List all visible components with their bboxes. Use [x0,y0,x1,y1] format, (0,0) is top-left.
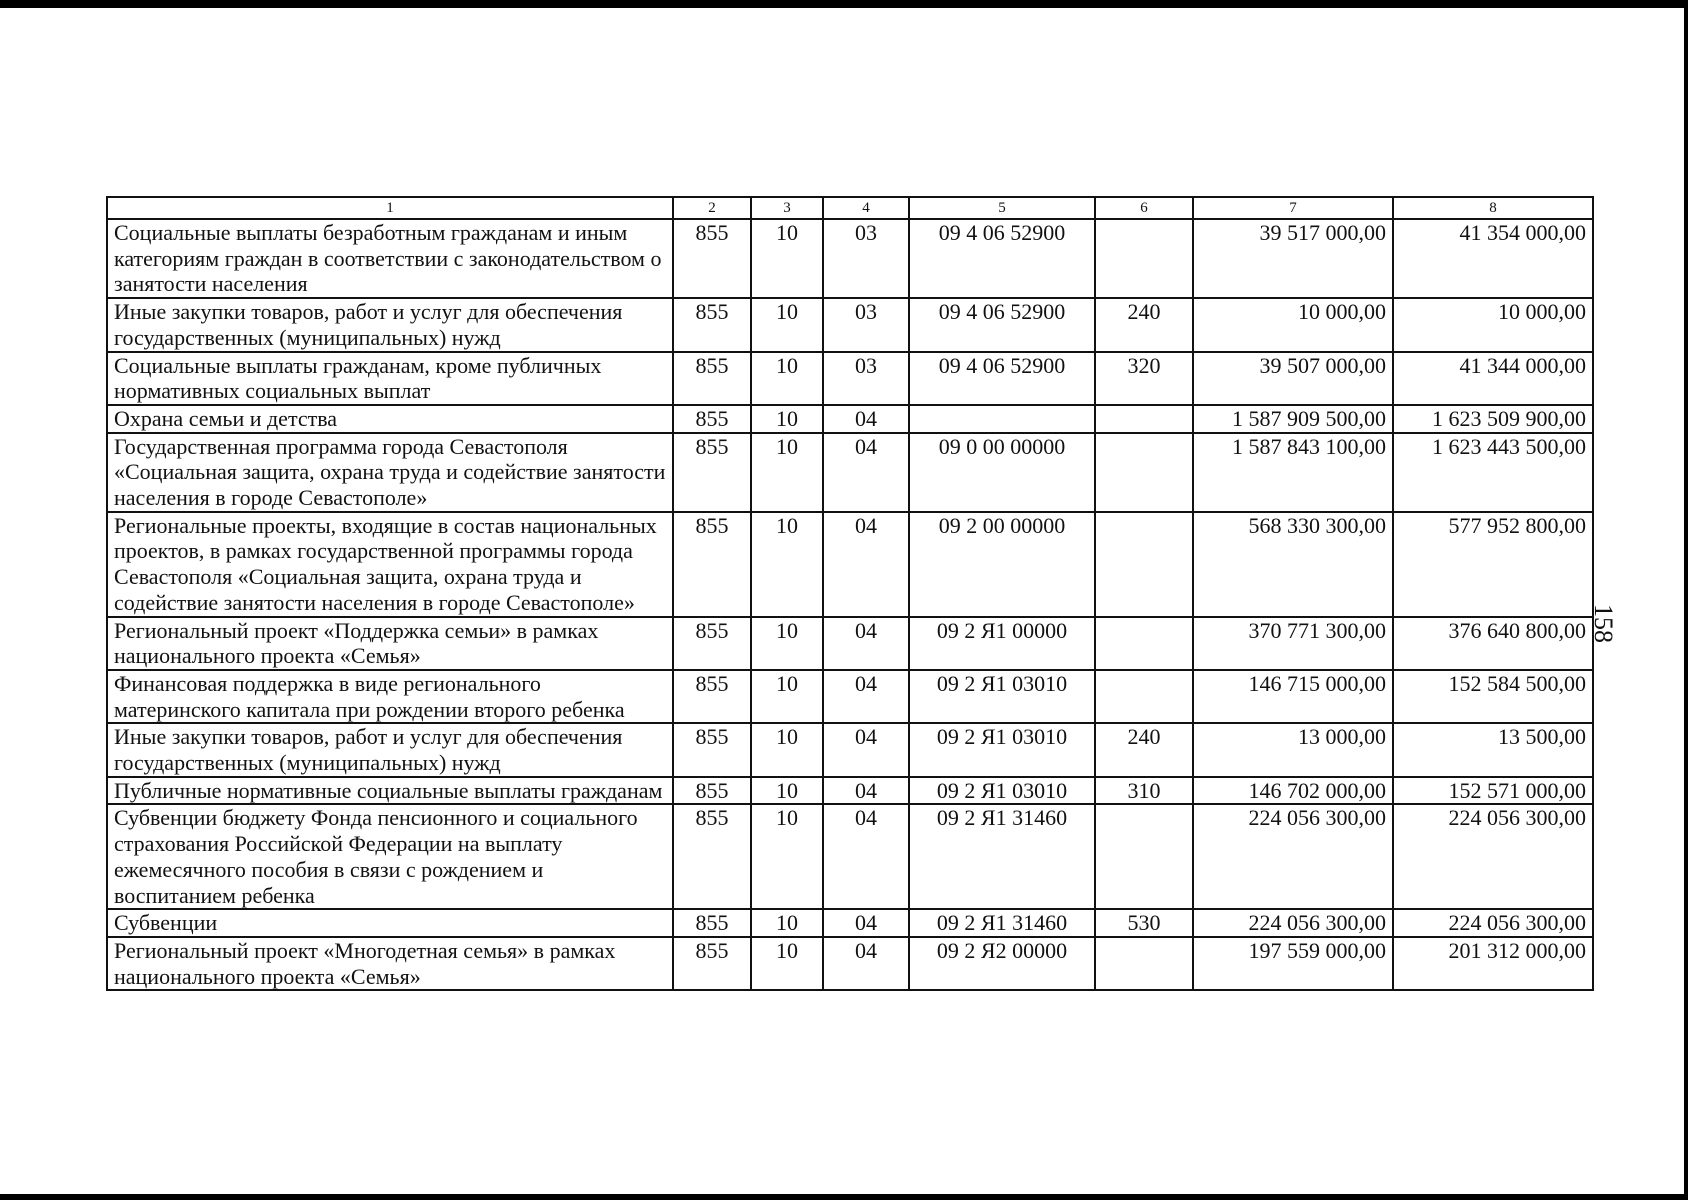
amount-year-2-cell: 1 623 443 500,00 [1393,433,1593,512]
subsection-code-cell: 03 [823,352,909,405]
table-row [107,219,1593,298]
expense-type-cell [1095,405,1193,433]
subsection-code-cell: 03 [823,219,909,298]
amount-year-1-cell: 197 559 000,00 [1193,937,1393,990]
table-row [107,670,1593,723]
subsection-code-cell: 04 [823,909,909,937]
table-row [107,777,1593,805]
target-article-cell: 09 2 Я1 31460 [909,804,1095,909]
table-row [107,723,1593,776]
table-row [107,433,1593,512]
subsection-code-cell: 04 [823,804,909,909]
amount-year-1-cell: 39 517 000,00 [1193,219,1393,298]
expense-type-cell [1095,670,1193,723]
section-code-cell: 10 [751,909,823,937]
target-article-cell: 09 2 Я1 00000 [909,617,1095,670]
column-header: 2 [673,197,751,219]
amount-year-1-cell: 10 000,00 [1193,298,1393,351]
table-row [107,617,1593,670]
subsection-code-cell: 04 [823,723,909,776]
amount-year-1-cell: 568 330 300,00 [1193,512,1393,617]
row-name-cell: Государственная программа города Севастополя «Социальная защита, охрана труда и содействие занятости населения в городе Севастополе» [107,433,673,512]
scan-border-bottom [0,1194,1688,1200]
ministry-code-cell: 855 [673,405,751,433]
table-row [107,298,1593,351]
row-name-cell: Финансовая поддержка в виде регионального материнского капитала при рождении второго ребенка [107,670,673,723]
section-code-cell: 10 [751,352,823,405]
expense-type-cell: 240 [1095,723,1193,776]
subsection-code-cell: 04 [823,617,909,670]
amount-year-2-cell: 376 640 800,00 [1393,617,1593,670]
row-name-cell: Региональные проекты, входящие в состав национальных проектов, в рамках государственной программы города Севастополя «Социальная защита, охрана труда и содействие занятости населения в городе Севастополе» [107,512,673,617]
amount-year-2-cell: 201 312 000,00 [1393,937,1593,990]
ministry-code-cell: 855 [673,617,751,670]
target-article-cell [909,405,1095,433]
subsection-code-cell: 04 [823,433,909,512]
subsection-code-cell: 04 [823,937,909,990]
column-header: 8 [1393,197,1593,219]
expense-type-cell [1095,804,1193,909]
amount-year-1-cell: 1 587 909 500,00 [1193,405,1393,433]
column-header: 3 [751,197,823,219]
ministry-code-cell: 855 [673,804,751,909]
expense-type-cell [1095,219,1193,298]
target-article-cell: 09 0 00 00000 [909,433,1095,512]
budget-table [106,196,1594,991]
target-article-cell: 09 2 Я1 31460 [909,909,1095,937]
expense-type-cell: 530 [1095,909,1193,937]
target-article-cell: 09 2 00 00000 [909,512,1095,617]
section-code-cell: 10 [751,512,823,617]
table-row [107,512,1593,617]
amount-year-1-cell: 370 771 300,00 [1193,617,1393,670]
column-header: 7 [1193,197,1393,219]
amount-year-1-cell: 39 507 000,00 [1193,352,1393,405]
section-code-cell: 10 [751,617,823,670]
row-name-cell: Охрана семьи и детства [107,405,673,433]
target-article-cell: 09 4 06 52900 [909,219,1095,298]
ministry-code-cell: 855 [673,777,751,805]
ministry-code-cell: 855 [673,723,751,776]
amount-year-1-cell: 13 000,00 [1193,723,1393,776]
ministry-code-cell: 855 [673,433,751,512]
table-row [107,909,1593,937]
target-article-cell: 09 4 06 52900 [909,298,1095,351]
ministry-code-cell: 855 [673,909,751,937]
column-header: 6 [1095,197,1193,219]
subsection-code-cell: 04 [823,777,909,805]
header-row [107,197,1593,219]
section-code-cell: 10 [751,433,823,512]
subsection-code-cell: 04 [823,670,909,723]
expense-type-cell: 310 [1095,777,1193,805]
amount-year-2-cell: 1 623 509 900,00 [1393,405,1593,433]
amount-year-2-cell: 41 354 000,00 [1393,219,1593,298]
amount-year-1-cell: 1 587 843 100,00 [1193,433,1393,512]
row-name-cell: Региональный проект «Многодетная семья» в рамках национального проекта «Семья» [107,937,673,990]
ministry-code-cell: 855 [673,352,751,405]
target-article-cell: 09 4 06 52900 [909,352,1095,405]
amount-year-2-cell: 224 056 300,00 [1393,804,1593,909]
ministry-code-cell: 855 [673,512,751,617]
expense-type-cell: 320 [1095,352,1193,405]
table-row [107,937,1593,990]
target-article-cell: 09 2 Я1 03010 [909,723,1095,776]
row-name-cell: Региональный проект «Поддержка семьи» в рамках национального проекта «Семья» [107,617,673,670]
subsection-code-cell: 04 [823,405,909,433]
column-header: 4 [823,197,909,219]
amount-year-1-cell: 224 056 300,00 [1193,804,1393,909]
subsection-code-cell: 03 [823,298,909,351]
scan-border-right [1684,0,1688,1200]
column-header: 1 [107,197,673,219]
table-body [107,219,1593,990]
amount-year-2-cell: 577 952 800,00 [1393,512,1593,617]
amount-year-2-cell: 224 056 300,00 [1393,909,1593,937]
page-number: 158 [1589,604,1618,643]
amount-year-2-cell: 152 571 000,00 [1393,777,1593,805]
expense-type-cell [1095,512,1193,617]
subsection-code-cell: 04 [823,512,909,617]
expense-type-cell [1095,617,1193,670]
section-code-cell: 10 [751,670,823,723]
section-code-cell: 10 [751,937,823,990]
ministry-code-cell: 855 [673,670,751,723]
row-name-cell: Социальные выплаты гражданам, кроме публичных нормативных социальных выплат [107,352,673,405]
section-code-cell: 10 [751,219,823,298]
row-name-cell: Субвенции [107,909,673,937]
ministry-code-cell: 855 [673,937,751,990]
amount-year-1-cell: 146 702 000,00 [1193,777,1393,805]
ministry-code-cell: 855 [673,298,751,351]
amount-year-2-cell: 41 344 000,00 [1393,352,1593,405]
section-code-cell: 10 [751,298,823,351]
section-code-cell: 10 [751,777,823,805]
section-code-cell: 10 [751,723,823,776]
section-code-cell: 10 [751,804,823,909]
amount-year-2-cell: 13 500,00 [1393,723,1593,776]
expense-type-cell [1095,433,1193,512]
amount-year-1-cell: 224 056 300,00 [1193,909,1393,937]
row-name-cell: Иные закупки товаров, работ и услуг для обеспечения государственных (муниципальных) нужд [107,298,673,351]
table-row [107,405,1593,433]
column-header: 5 [909,197,1095,219]
row-name-cell: Иные закупки товаров, работ и услуг для обеспечения государственных (муниципальных) нужд [107,723,673,776]
expense-type-cell [1095,937,1193,990]
table-row [107,804,1593,909]
row-name-cell: Публичные нормативные социальные выплаты гражданам [107,777,673,805]
amount-year-2-cell: 10 000,00 [1393,298,1593,351]
row-name-cell: Социальные выплаты безработным гражданам и иным категориям граждан в соответствии с законодательством о занятости населения [107,219,673,298]
row-name-cell: Субвенции бюджету Фонда пенсионного и социального страхования Российской Федерации на выплату ежемесячного пособия в связи с рождением и воспитанием ребенка [107,804,673,909]
target-article-cell: 09 2 Я1 03010 [909,777,1095,805]
amount-year-1-cell: 146 715 000,00 [1193,670,1393,723]
target-article-cell: 09 2 Я2 00000 [909,937,1095,990]
amount-year-2-cell: 152 584 500,00 [1393,670,1593,723]
table-header [107,197,1593,219]
expense-type-cell: 240 [1095,298,1193,351]
section-code-cell: 10 [751,405,823,433]
target-article-cell: 09 2 Я1 03010 [909,670,1095,723]
scan-border-top [0,0,1688,8]
ministry-code-cell: 855 [673,219,751,298]
table-row [107,352,1593,405]
